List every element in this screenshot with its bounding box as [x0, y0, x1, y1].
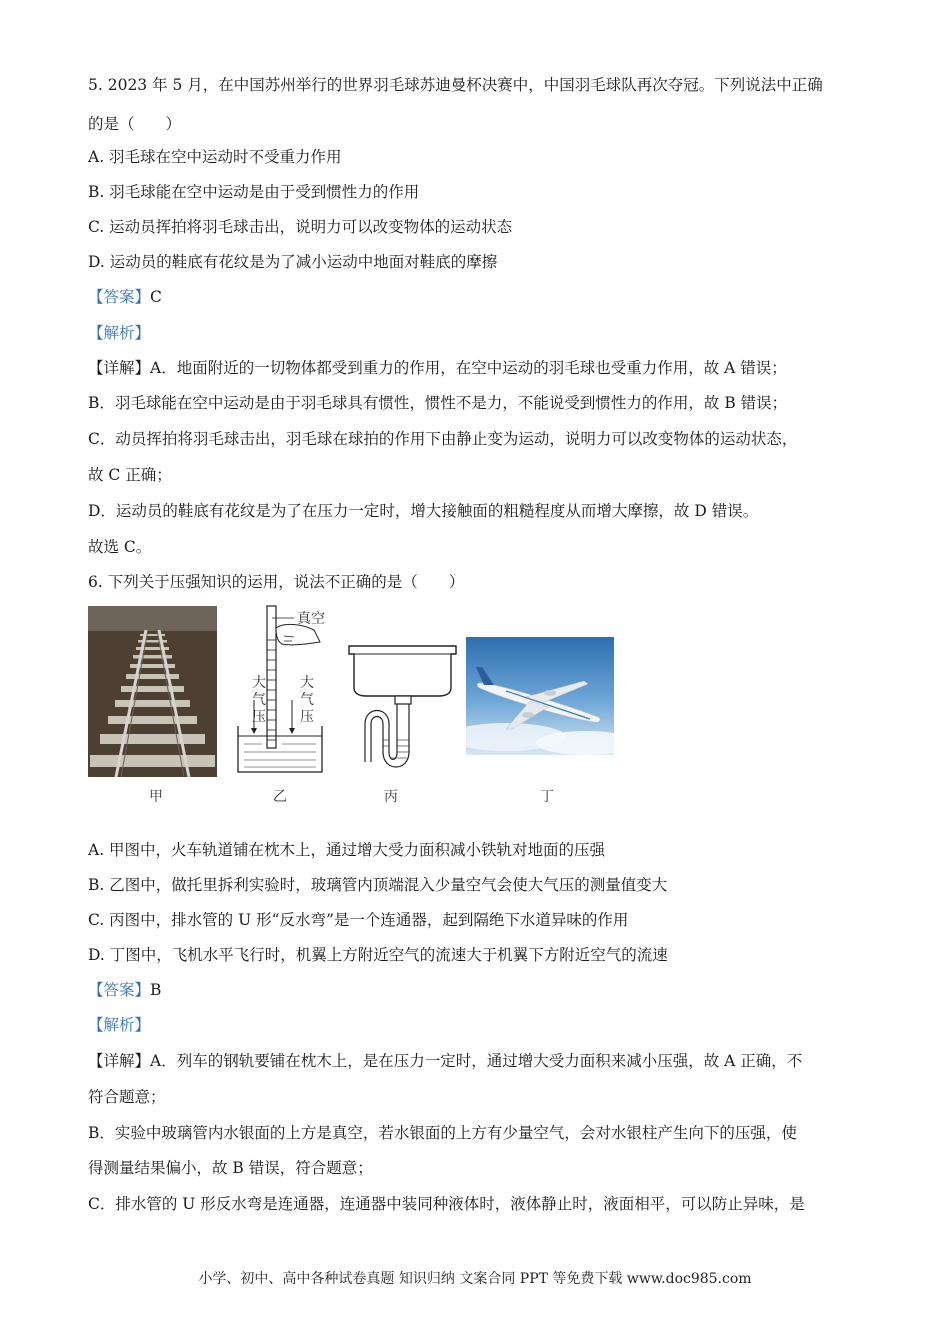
q5-answer-tag: 【答案】 [88, 288, 151, 306]
figure-label-jia: 甲 [149, 789, 163, 805]
q5-option-c: C. 运动员挥拍将羽毛球击出，说明力可以改变物体的运动状态 [88, 218, 513, 236]
q6-answer [88, 979, 161, 1001]
q5-option-d: D. 运动员的鞋底有花纹是为了减小运动中地面对鞋底的摩擦 [88, 253, 498, 271]
figure-label-bing: 丙 [384, 789, 398, 805]
atmospheric-pressure-right-label: 大气压 [300, 675, 314, 725]
q6-option-b: B. 乙图中，做托里拆利实验时，玻璃管内顶端混入少量空气会使大气压的测量值变大 [88, 876, 668, 894]
q5-analysis-tag: 【解析】 [88, 324, 151, 342]
q5-answer [88, 286, 162, 308]
sink-u-trap-diagram [345, 640, 460, 775]
q6-detail-b: B．实验中玻璃管内水银面的上方是真空，若水银面的上方有少量空气，会对水银柱产生向下的压强，使 [88, 1124, 797, 1142]
q5-analysis-heading [88, 322, 150, 344]
q5-answer-value: C [150, 288, 162, 306]
q5-stem-line-2: 的是（ ） [88, 115, 182, 133]
vacuum-label: 真空 [297, 611, 325, 627]
q5-option-b: B. 羽毛球能在空中运动是由于受到惯性力的作用 [88, 183, 420, 201]
figure-label-yi: 乙 [273, 789, 287, 805]
q6-detail-a-cont: 符合题意； [88, 1088, 166, 1106]
q5-conclusion: 故选 C。 [88, 538, 152, 556]
q5-detail-b: B．羽毛球能在空中运动是由于羽毛球具有惯性，惯性不是力，不能说受到惯性力的作用，故 B 错误； [88, 394, 788, 412]
q6-detail-a: A．列车的钢轨要铺在枕木上，是在压力一定时，通过增大受力面积来减小压强，故 A 正确，不 [150, 1052, 803, 1070]
q5-detail-d: D．运动员的鞋底有花纹是为了在压力一定时，增大接触面的粗糙程度从而增大摩擦，故 D 错误。 [88, 502, 759, 520]
q5-detail-tag: 【详解】 [88, 359, 151, 377]
q5-detail-c: C．动员挥拍将羽毛球击出，羽毛球在球拍的作用下由静止变为运动，说明力可以改变物体的运动状态， [88, 430, 798, 448]
q6-detail-tag: 【详解】 [88, 1052, 151, 1070]
q6-analysis-tag: 【解析】 [88, 1016, 151, 1034]
q6-option-c: C. 丙图中，排水管的 U 形“反水弯”是一个连通器，起到隔绝下水道异味的作用 [88, 911, 629, 929]
railway-track-image [88, 606, 217, 777]
q5-detail-a: A．地面附近的一切物体都受到重力的作用，在空中运动的羽毛球也受重力作用，故 A 错误； [150, 359, 787, 377]
q6-answer-value: B [150, 981, 162, 999]
q6-answer-tag: 【答案】 [88, 981, 151, 999]
q5-detail-line-1 [88, 357, 787, 379]
q6-stem: 6. 下列关于压强知识的运用，说法不正确的是（ ） [88, 573, 465, 591]
q6-analysis-heading [88, 1014, 150, 1036]
q6-detail-c: C．排水管的 U 形反水弯是连通器，连通器中装同种液体时，液体静止时，液面相平，可以防止异味，是 [88, 1195, 805, 1213]
q5-stem-line-1: 5. 2023 年 5 月，在中国苏州举行的世界羽毛球苏迪曼杯决赛中，中国羽毛球队再次夺冠。下列说法中正确 [88, 76, 823, 94]
airplane-image [466, 637, 614, 755]
q6-option-a: A. 甲图中，火车轨道铺在枕木上，通过增大受力面积减小铁轨对地面的压强 [88, 841, 606, 859]
figure-label-ding: 丁 [540, 789, 554, 805]
q5-option-a: A. 羽毛球在空中运动时不受重力作用 [88, 148, 342, 166]
q6-detail-b-cont: 得测量结果偏小，故 B 错误，符合题意； [88, 1159, 373, 1177]
q6-option-d: D. 丁图中，飞机水平飞行时，机翼上方附近空气的流速大于机翼下方附近空气的流速 [88, 946, 668, 964]
q6-detail-line-1 [88, 1050, 802, 1072]
page-footer: 小学、初中、高中各种试卷真题 知识归纳 文案合同 PPT 等免费下载 www.doc985.com [198, 1271, 752, 1287]
atmospheric-pressure-left-label: 大气压 [252, 675, 266, 725]
q5-detail-c-cont: 故 C 正确； [88, 466, 172, 484]
